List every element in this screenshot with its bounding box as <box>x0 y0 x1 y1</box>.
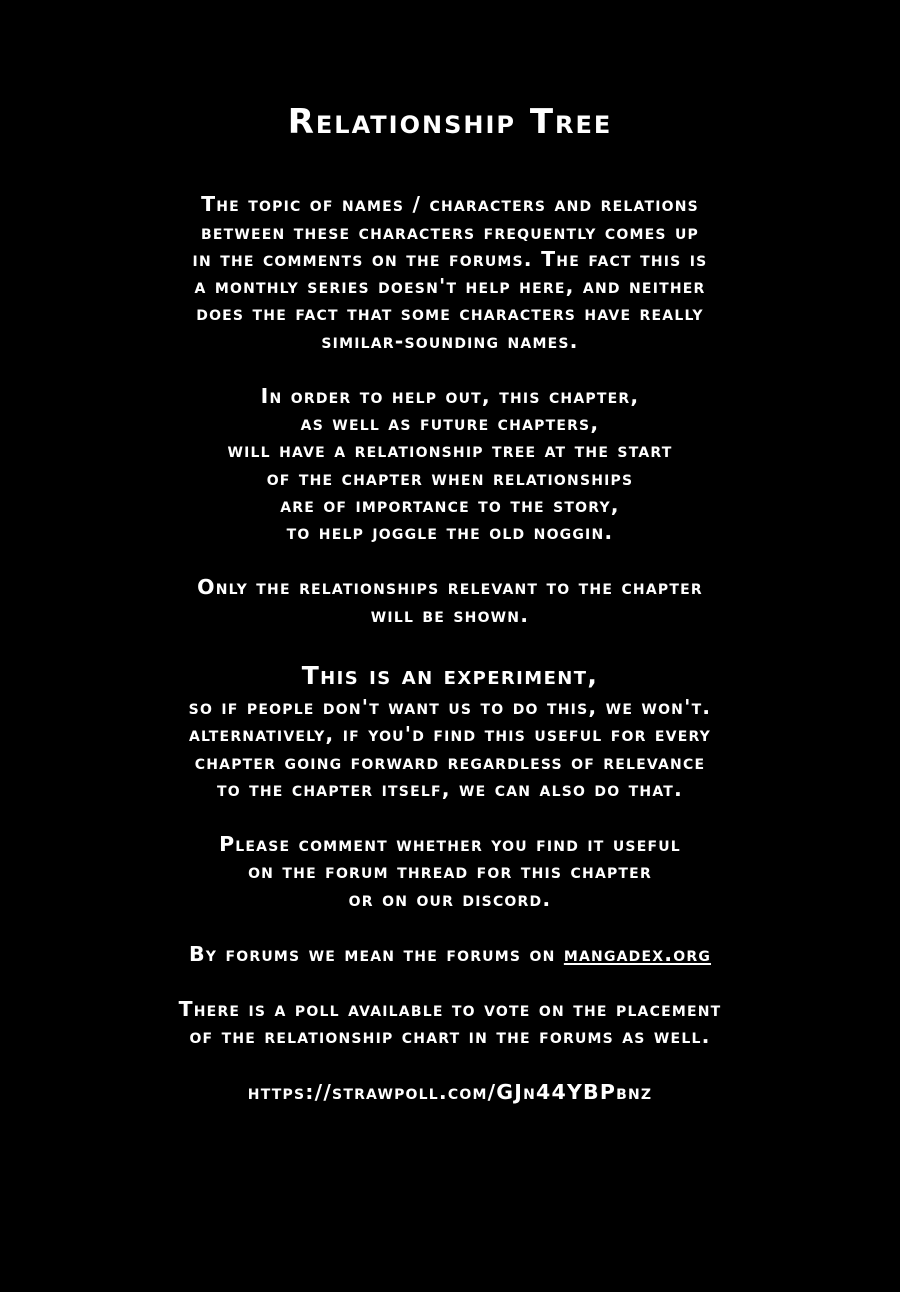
only-paragraph <box>60 574 840 629</box>
intro-line: The topic of names / characters and relations <box>201 192 699 217</box>
poll-note-line: of the relationship chart in the forums as well. <box>189 1024 711 1049</box>
order-line: will have a relationship tree at the start <box>227 438 673 463</box>
intro-line: similar-sounding names. <box>321 328 579 353</box>
please-comment-line: Please comment whether you find it useful <box>219 832 681 857</box>
experiment-line: chapter going forward regardless of relevance <box>194 749 706 774</box>
poll-note-line: There is a poll available to vote on the placement <box>178 997 722 1022</box>
intro-line: in the comments on the forums. The fact this is <box>192 246 708 271</box>
please-comment-line: or on our discord. <box>348 886 552 911</box>
experiment-line: so if people don't want us to do this, we won't. <box>188 695 712 720</box>
forums-note <box>60 941 840 968</box>
experiment-line: to the chapter itself, we can also do that. <box>216 776 684 801</box>
experiment-paragraph <box>60 694 840 803</box>
experiment-heading: This is an experiment, <box>301 660 599 690</box>
intro-line: does the fact that some characters have really <box>196 301 704 326</box>
order-line: In order to help out, this chapter, <box>260 383 640 408</box>
please-comment-paragraph <box>60 831 840 913</box>
please-comment-line: on the forum thread for this chapter <box>248 859 652 884</box>
mangadex-link[interactable]: mangadex.org <box>563 941 712 966</box>
page-title: Relationship Tree <box>287 102 613 142</box>
experiment-line: alternatively, if you'd find this useful for every <box>188 722 712 747</box>
intro-paragraph <box>60 191 840 355</box>
order-line: as well as future chapters, <box>300 411 600 436</box>
forums-note-prefix: By forums we mean the forums on <box>188 941 564 966</box>
order-line: are of importance to the story, <box>280 492 620 517</box>
only-line: Only the relationships relevant to the chapter <box>197 575 703 600</box>
only-line: will be shown. <box>370 602 530 627</box>
poll-note-paragraph <box>60 996 840 1051</box>
order-line: to help joggle the old noggin. <box>286 520 614 545</box>
order-paragraph <box>60 383 840 547</box>
intro-line: between these characters frequently comes up <box>201 219 699 244</box>
intro-line: a monthly series doesn't help here, and neither <box>194 274 706 299</box>
order-line: of the chapter when relationships <box>266 465 634 490</box>
poll-url[interactable]: https://strawpoll.com/GJn44YBPbnz <box>247 1079 653 1104</box>
